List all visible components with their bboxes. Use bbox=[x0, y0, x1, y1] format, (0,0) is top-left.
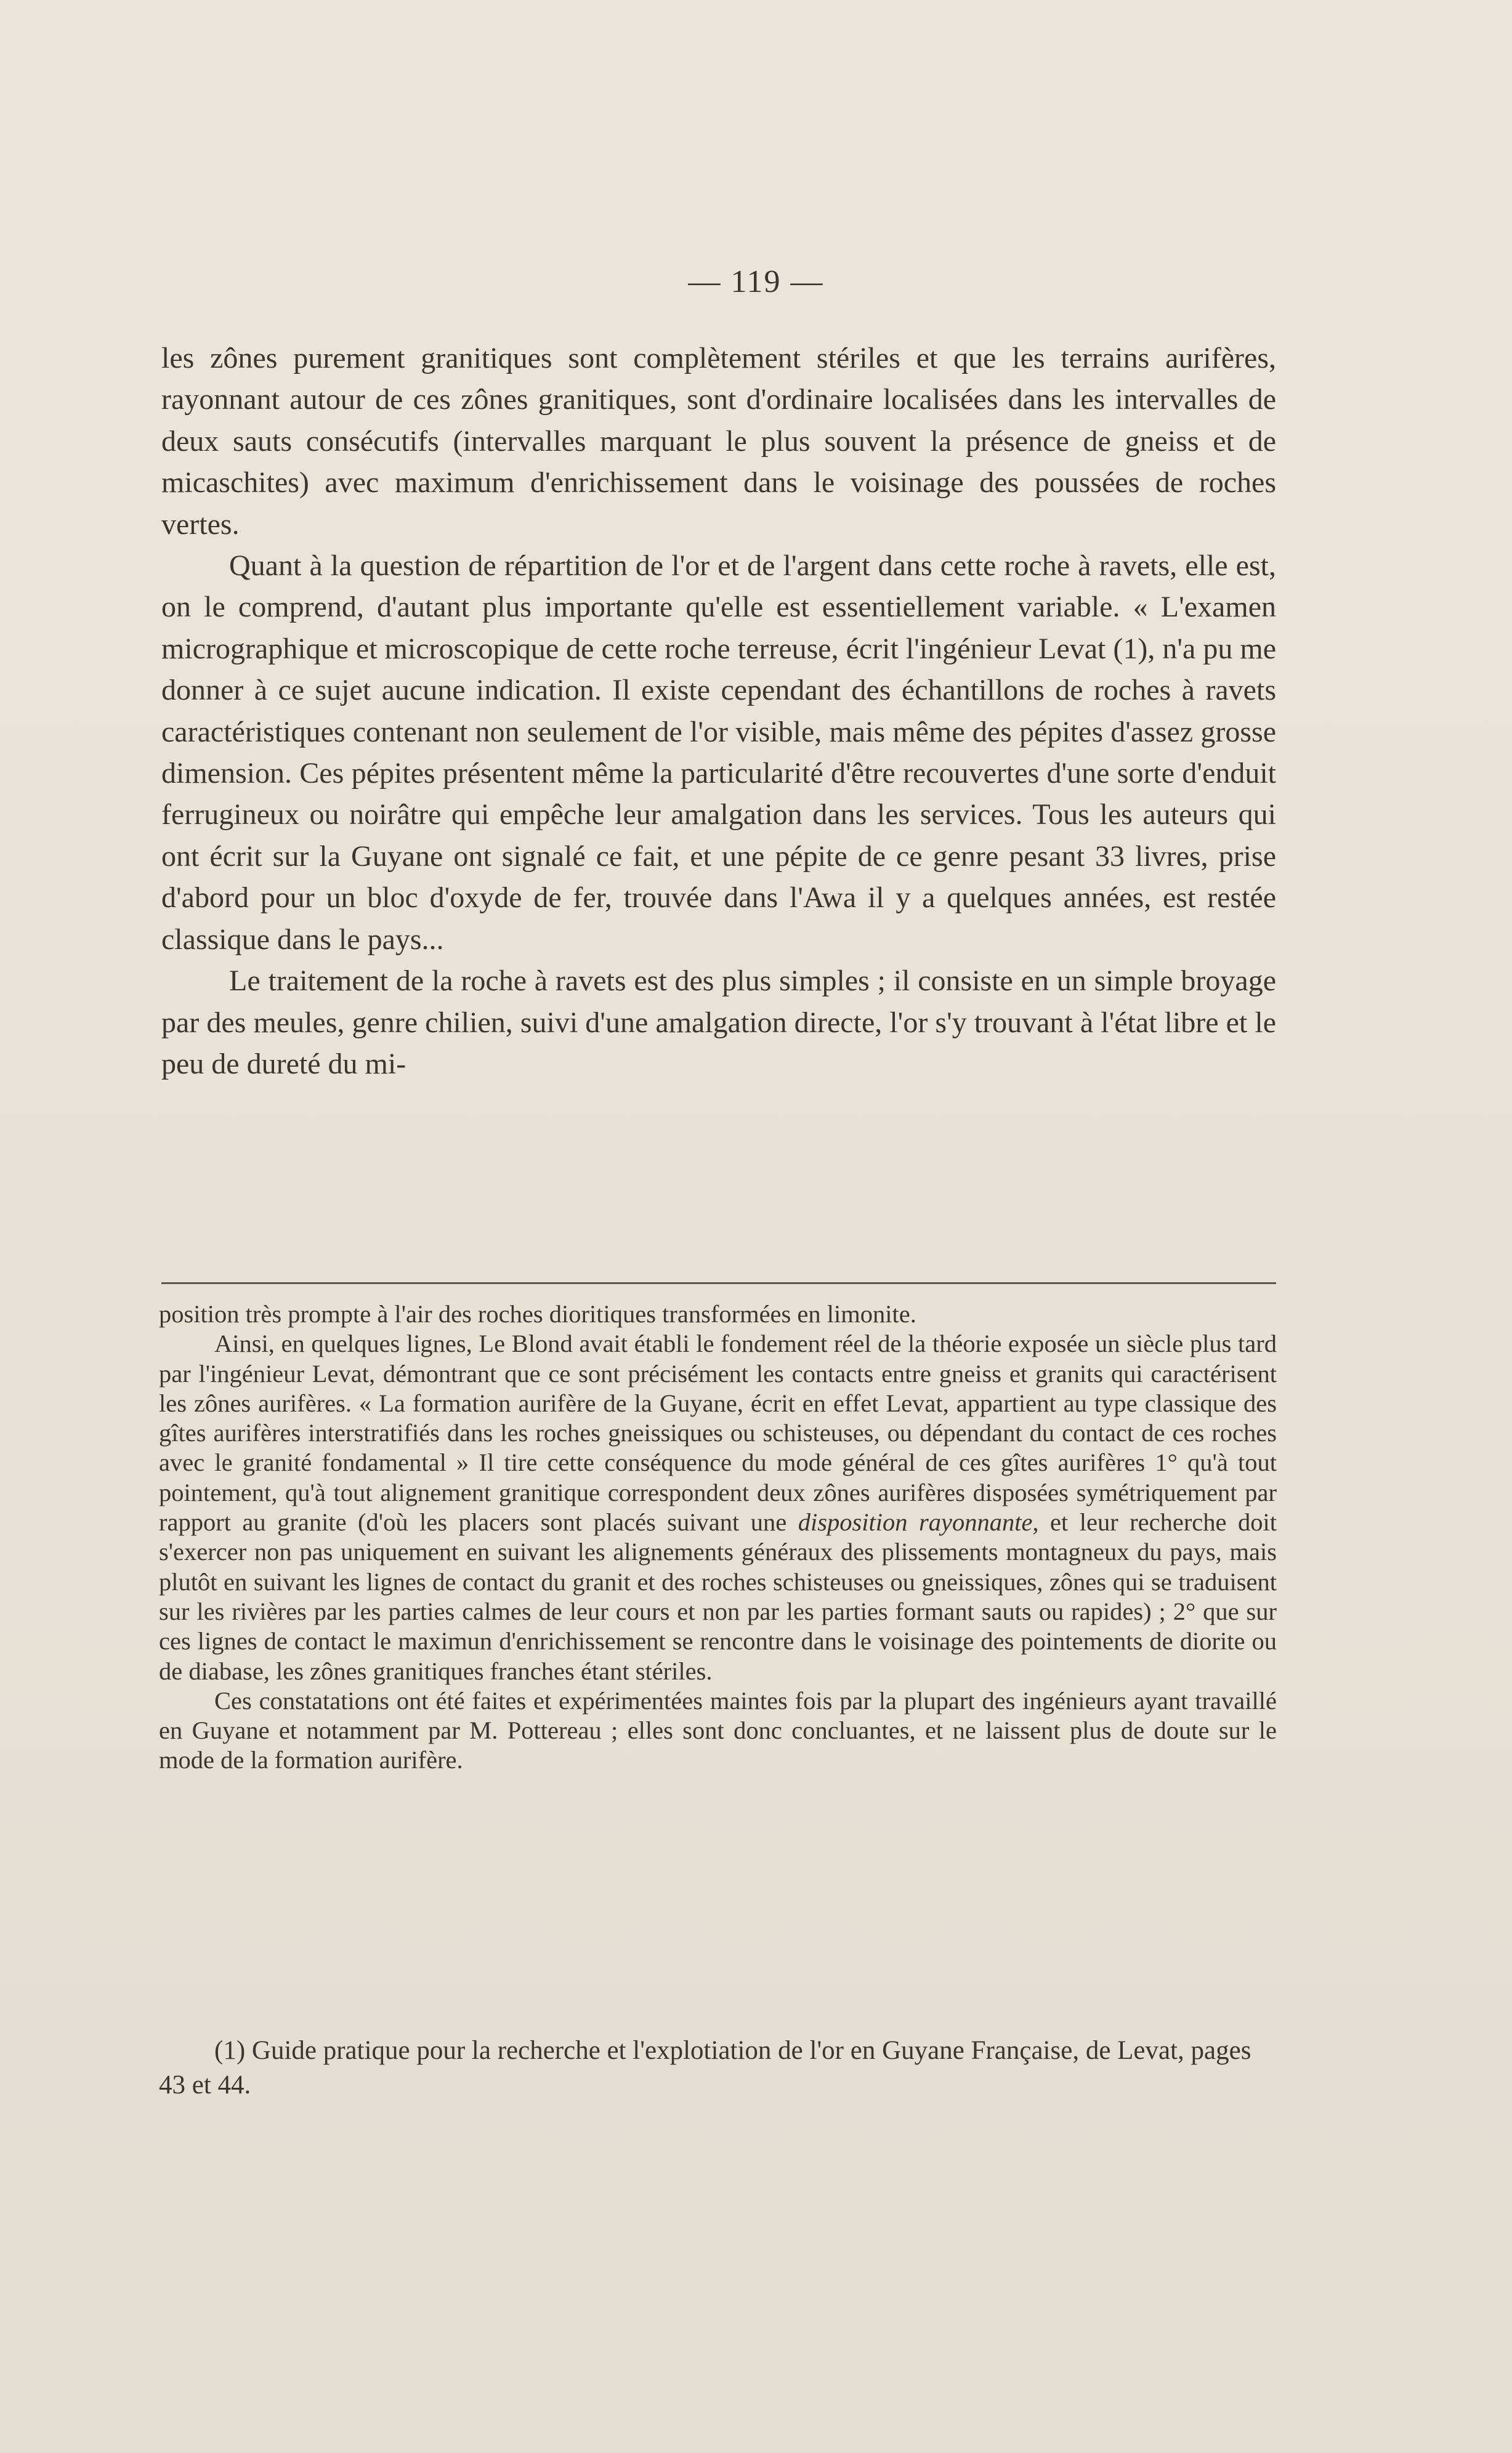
notes-block bbox=[159, 1299, 1277, 1776]
note-paragraph-1-text-b: , et leur recherche doit s'exercer non pas uniquement en suivant les alignements généraux des plissements montagneux du pays, mais plutôt en suivant les lignes de contact du granit et des roches schisteuses ou gneissiques, zônes qui se traduisent sur les rivières par les parties calmes de leur cours et non par les parties formant sauts ou rapides) ; 2° que sur ces lignes de contact le maximun d'enrichissement se rencontre dans le voisinage des pointements de diorite ou de diabase, les zônes granitiques franches étant stériles. bbox=[159, 1508, 1277, 1685]
paragraph-1: les zônes purement granitiques sont complètement stériles et que les terrains aurifères, rayonnant autour de ces zônes granitiques, sont d'ordinaire localisées dans les intervalles de deux sauts consécutifs (intervalles marquant le plus souvent la présence de gneiss et de micaschites) avec maximum d'enrichissement dans le voisinage des poussées de roches vertes. bbox=[161, 342, 1276, 541]
note-paragraph-1 bbox=[159, 1329, 1277, 1686]
footnote-separator bbox=[161, 1282, 1276, 1284]
note-paragraph-2: Ces constatations ont été faites et expérimentées maintes fois par la plupart des ingénieurs ayant travaillé en Guyane et notamment par M. Pottereau ; elles sont donc concluantes, et ne laissent plus de doute sur le mode de la formation aurifère. bbox=[159, 1686, 1277, 1774]
footnote bbox=[159, 2034, 1277, 2103]
paragraph-2: Quant à la question de répartition de l'or et de l'argent dans cette roche à ravets, elle est, on le comprend, d'autant plus importante qu'elle est essentiellement variable. « L'examen micrographique et microscopique de cette roche terreuse, écrit l'ingénieur Levat (1), n'a pu me donner à ce sujet aucune indication. Il existe cependant des échantillons de roches à ravets caractéristiques contenant non seulement de l'or visible, mais même des pépites d'assez grosse dimension. Ces pépites présentent même la particularité d'être recouvertes d'une sorte d'enduit ferrugineux ou noirâtre qui empêche leur amalgation dans les services. Tous les auteurs qui ont écrit sur la Guyane ont signalé ce fait, et une pépite de ce genre pesant 33 livres, prise d'abord pour un bloc d'oxyde de fer, trouvée dans l'Awa il y a quelques années, est restée classique dans le pays... bbox=[161, 549, 1276, 956]
page-number: — 119 — bbox=[688, 264, 824, 299]
note-paragraph-1-text-a: Ainsi, en quelques lignes, Le Blond avait établi le fondement réel de la théorie exposée un siècle plus tard par l'ingénieur Levat, démontrant que ce sont précisément les contacts entre gneiss et granits qui caractérisent les zônes aurifères. « La formation aurifère de la Guyane, écrit en effet Levat, appartient au type classique des gîtes aurifères interstratifiés dans les roches gneissiques ou schisteuses, ou dépendant du contact de ces roches avec le granité fondamental » Il tire cette conséquence du mode général de ces gîtes aurifères 1° qu'à tout pointement, qu'à tout alignement granitique correspondent deux zônes aurifères disposées symétriquement par rapport au granite (d'où les placers sont placés suivant une bbox=[159, 1330, 1277, 1537]
note-continuation: position très prompte à l'air des roches dioritiques transformées en limonite. bbox=[159, 1300, 916, 1328]
main-text bbox=[161, 337, 1276, 1085]
footnote-text: (1) Guide pratique pour la recherche et l'explotiation de l'or en Guyane Française, de Levat, pages 43 et 44. bbox=[159, 2036, 1251, 2099]
paragraph-3: Le traitement de la roche à ravets est des plus simples ; il consiste en un simple broyage par des meules, genre chilien, suivi d'une amalgation directe, l'or s'y trouvant à l'état libre et le peu de dureté du mi- bbox=[161, 964, 1276, 1080]
note-italic-phrase: disposition rayonnante bbox=[798, 1508, 1033, 1537]
